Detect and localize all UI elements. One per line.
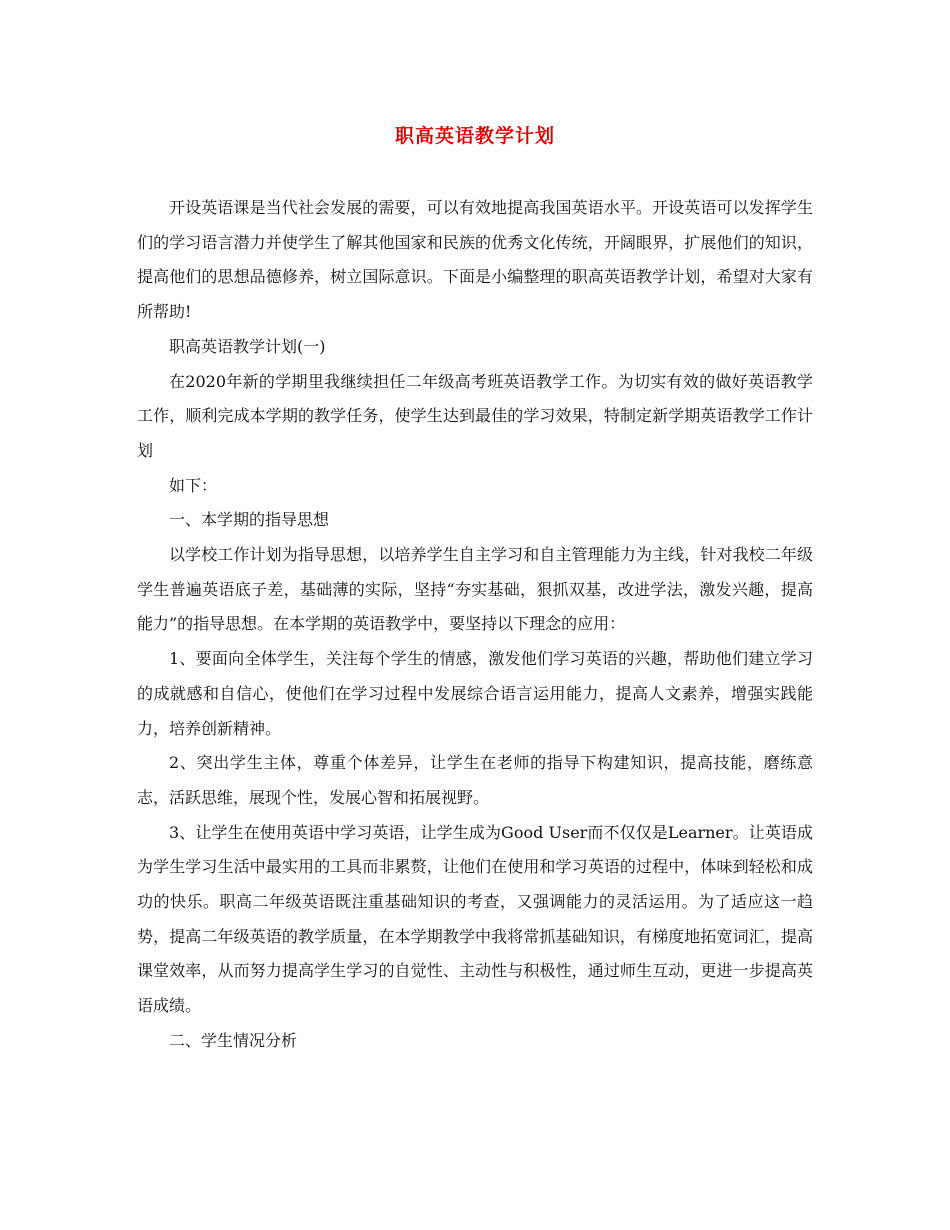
paragraph-plan-heading: 职高英语教学计划(一) [169, 336, 326, 356]
paragraph-semester: 在2020年新的学期里我继续担任二年级高考班英语教学工作。为切实有效的做好英语教学工作，顺利完成本学期的教学任务，使学生达到最佳的学习效果，特制定新学期英语教学工作计划 [137, 371, 813, 460]
list-item-3: 3、让学生在使用英语中学习英语，让学生成为Good User而不仅仅是Learner。让英语成为学生学习生活中最实用的工具而非累赘，让他们在使用和学习英语的过程中，体味到轻松和成功的快乐。职高二年级英语既注重基础知识的考查，又强调能力的灵活运用。为了适应这一趋势，提高二年级英语的教学质量，在本学期教学中我将常抓基础知识，有梯度地拓宽词汇，提高课堂效率，从而努力提高学生学习的自觉性、主动性与积极性，通过师生互动，更进一步提高英语成绩。 [137, 822, 813, 1016]
document-title: 职高英语教学计划 [394, 125, 555, 147]
document-body [137, 191, 813, 1059]
list-item-2: 2、突出学生主体，尊重个体差异，让学生在老师的指导下构建知识，提高技能，磨练意志，活跃思维，展现个性，发展心智和拓展视野。 [137, 753, 813, 807]
list-item-1: 1、要面向全体学生，关注每个学生的情感，激发他们学习英语的兴趣，帮助他们建立学习的成就感和自信心，使他们在学习过程中发展综合语言运用能力，提高人文素养，增强实践能力，培养创新精神。 [137, 649, 813, 738]
paragraph-guiding-ideas: 以学校工作计划为指导思想，以培养学生自主学习和自主管理能力为主线，针对我校二年级学生普遍英语底子差，基础薄的实际，坚持“夯实基础，狠抓双基，改进学法，激发兴趣，提高能力”的指导思想。在本学期的英语教学中，要坚持以下理念的应用： [137, 545, 813, 634]
section-heading-guiding-ideas: 一、本学期的指导思想 [169, 510, 330, 530]
paragraph-as-follows: 如下： [169, 475, 218, 495]
paragraph-intro: 开设英语课是当代社会发展的需要，可以有效地提高我国英语水平。开设英语可以发挥学生们的学习语言潜力并使学生了解其他国家和民族的优秀文化传统，开阔眼界，扩展他们的知识，提高他们的思想品德修养，树立国际意识。下面是小编整理的职高英语教学计划，希望对大家有所帮助! [137, 198, 813, 322]
section-heading-student-analysis: 二、学生情况分析 [169, 1030, 298, 1050]
